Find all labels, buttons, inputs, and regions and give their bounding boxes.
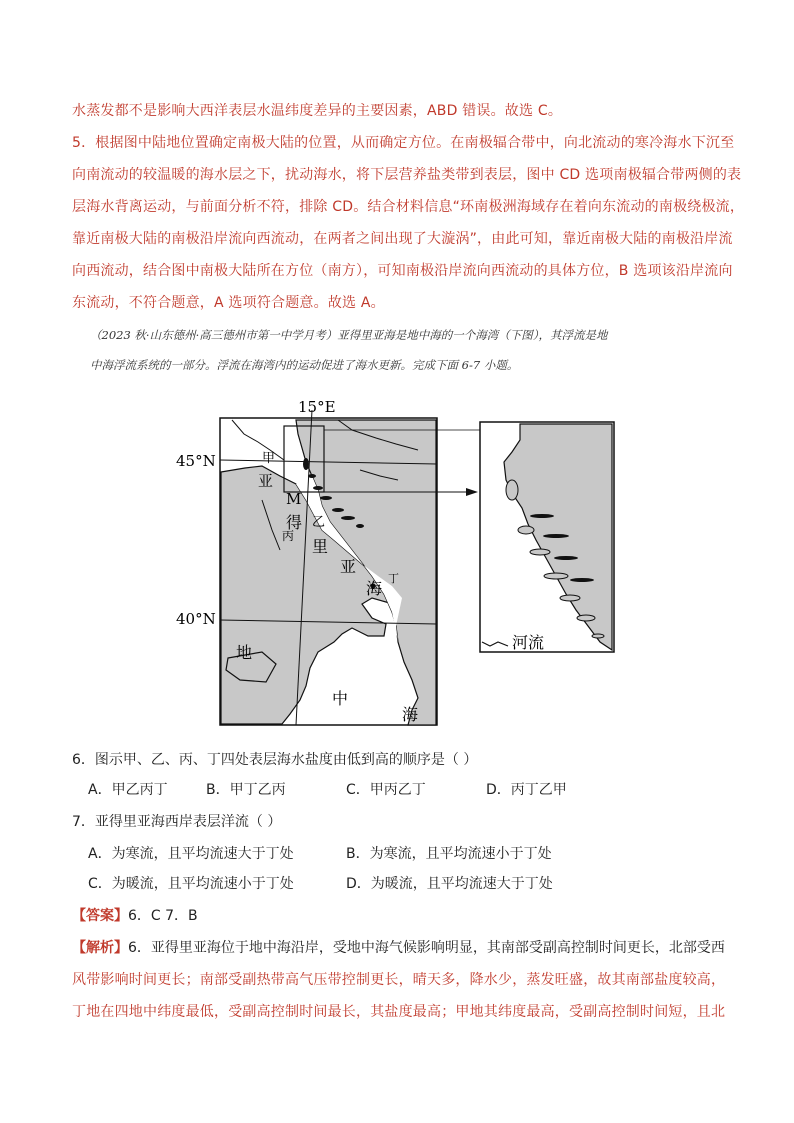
label-li: 里 (312, 537, 329, 556)
label-hai2: 海 (402, 705, 419, 724)
label-15e: 15°E (298, 398, 336, 416)
explanation-line-2: 向南流动的较温暖的海水层之下，扰动海水，将下层营养盐类带到表层，图中 CD 选项南极辐合带两侧的表 (72, 167, 742, 183)
q6-option-d: D．丙丁乙甲 (486, 782, 567, 798)
label-40n: 40°N (176, 610, 216, 628)
explanation-line-1: 5．根据图中陆地位置确定南极大陆的位置，从而确定方位。在南极辐合带中，向北流动的寒冷海水下沉至 (72, 135, 735, 151)
adriatic-sea-map (0, 380, 794, 740)
label-ya2: 亚 (340, 557, 357, 576)
q7-stem: 7．亚得里亚海西岸表层洋流（ ） (72, 814, 282, 830)
label-m: M (286, 490, 302, 508)
q7-option-a: A．为寒流，且平均流速大于丁处 (88, 846, 294, 862)
analysis-line-1 (72, 938, 725, 958)
analysis-text-1: 6．亚得里亚海位于地中海沿岸，受地中海气候影响明显，其南部受副高控制时间更长，北部受西 (128, 940, 725, 956)
q6-option-b: B．甲丁乙丙 (206, 782, 286, 798)
label-bing: 丙 (282, 529, 295, 543)
label-jia: 甲 (262, 451, 276, 466)
label-zhong: 中 (332, 689, 349, 708)
label-yi: 乙 (312, 515, 326, 530)
explanation-line-6: 东流动，不符合题意，A 选项符合题意。故选 A。 (72, 295, 385, 311)
q6-option-c: C．甲丙乙丁 (346, 782, 426, 798)
label-de: 得 (286, 513, 303, 532)
q6-stem: 6．图示甲、乙、丙、丁四处表层海水盐度由低到高的顺序是（ ） (72, 752, 478, 768)
answer-line (72, 906, 198, 926)
analysis-label: 【解析】 (72, 940, 128, 956)
label-di: 地 (236, 643, 253, 662)
label-hai1: 海 (366, 579, 383, 598)
q7-option-c: C．为暖流，且平均流速小于丁处 (88, 876, 294, 892)
label-45n: 45°N (176, 452, 216, 470)
answer-label: 【答案】 (72, 908, 128, 924)
legend-river-label: 河流 (512, 633, 545, 652)
q6-option-a: A．甲乙丙丁 (88, 782, 168, 798)
explanation-line-5: 向西流动，结合图中南极大陆所在方位（南方），可知南极沿岸流向西流动的具体方位，B 选项该沿岸流向 (72, 263, 733, 279)
q7-option-d: D．为暖流，且平均流速大于丁处 (346, 876, 553, 892)
question-intro-line-2: 中海浮流系统的一部分。浮流在海湾内的运动促进了海水更新。完成下面 6-7 小题。 (90, 358, 519, 372)
arrow-to-inset-icon (466, 488, 478, 496)
explanation-line-0: 水蒸发都不是影响大西洋表层水温纬度差异的主要因素，ABD 错误。故选 C。 (72, 103, 563, 119)
label-ya1: 亚 (258, 472, 274, 490)
label-ding: 丁 (388, 572, 399, 585)
explanation-line-3: 层海水背离运动，与前面分析不符，排除 CD。结合材料信息“环南极洲海域存在着向东流动的南极绕极流， (72, 199, 745, 215)
analysis-line-3: 丁地在四地中纬度最低，受副高控制时间最长，其盐度最高；甲地其纬度最高，受副高控制时间短，且北 (72, 1004, 726, 1020)
explanation-line-4: 靠近南极大陆的南极沿岸流向西流动，在两者之间出现了大漩涡”，由此可知，靠近南极大陆的南极沿岸流 (72, 231, 733, 247)
q7-option-b: B．为寒流，且平均流速小于丁处 (346, 846, 552, 862)
answer-text: 6．C 7．B (128, 908, 198, 924)
analysis-line-2: 风带影响时间更长；南部受副热带高气压带控制更长，晴天多，降水少，蒸发旺盛，故其南部盐度较高， (72, 972, 726, 988)
question-intro-line-1: （2023 秋·山东德州·高三德州市第一中学月考）亚得里亚海是地中海的一个海湾（下图），其浮流是地 (90, 328, 608, 342)
